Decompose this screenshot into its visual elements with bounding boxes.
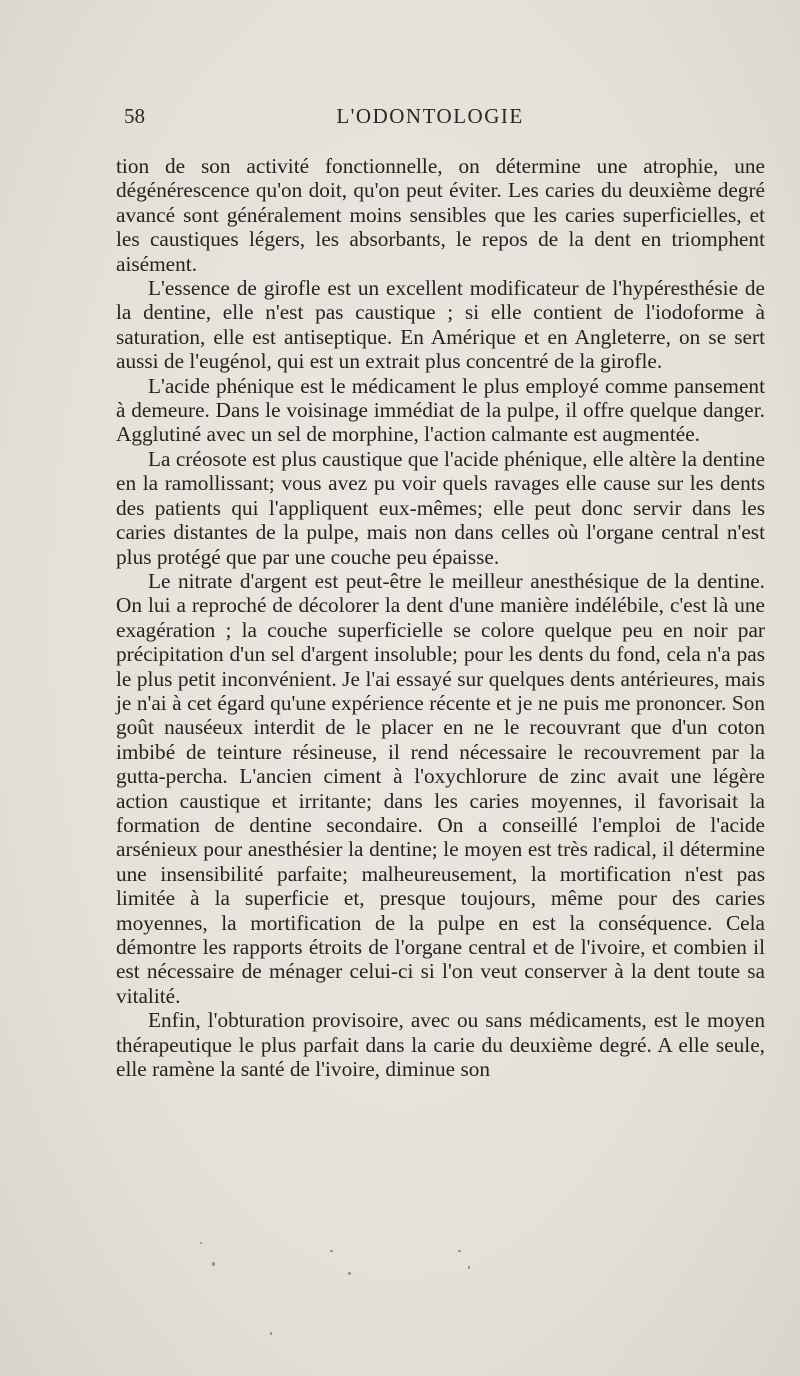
paragraph-girofle: L'essence de girofle est un excellent modificateur de l'hypéresthésie de la dentine, elle n'est pas caustique ; si elle contient de l'iodoforme à saturation, elle est antiseptique. En Amérique et en Angleterre, on se sert aussi de l'eugénol, qui est un extrait plus concentré de la girofle.: [116, 276, 765, 374]
paragraph-atrophie: tion de son activité fonctionnelle, on détermine une atrophie, une dégénérescence qu'on doit, qu'on peut éviter. Les caries du deuxième degré avancé sont généralement moins sensibles que les caries superficielles, et les caustiques légers, les absorbants, le repos de la dent en triomphent aisément.: [116, 154, 765, 276]
speck: [212, 1262, 215, 1266]
speck: [270, 1332, 272, 1335]
speck: [200, 1242, 202, 1244]
speck: [468, 1266, 470, 1269]
paragraph-nitrate-argent: Le nitrate d'argent est peut-être le meilleur anesthésique de la dentine. On lui a reproché de décolorer la dent d'une manière indélébile, c'est là une exagération ; la couche superficielle se colore quelque peu en noir par précipitation d'un sel d'argent insoluble; pour les dents du fond, cela n'a pas le plus petit inconvénient. Je l'ai essayé sur quelques dents antérieures, mais je n'ai à cet égard qu'une expérience récente et je ne puis me prononcer. Son goût nauséeux interdit de le placer en ne le recouvrant que d'un coton imbibé de teinture résineuse, il rend nécessaire le recouvrement par la gutta-percha. L'ancien ciment à l'oxychlorure de zinc avait une légère action caustique et irritante; dans les caries moyennes, il favorisait la formation de dentine secondaire. On a conseillé l'emploi de l'acide arsénieux pour anesthésier la dentine; le moyen est très radical, il détermine une insensibilité parfaite; malheureusement, la mortification n'est pas limitée à la superficie et, presque toujours, même pour des caries moyennes, la mortification de la pulpe en est la conséquence. Cela démontre les rapports étroits de l'organe central et de l'ivoire, et combien il est nécessaire de ménager celui-ci si l'on veut conserver à la dent toute sa vitalité.: [116, 568, 765, 1008]
paragraph-creosote: La créosote est plus caustique que l'acide phénique, elle altère la dentine en la ramollissant; vous avez pu voir quels ravages elle cause sur les dents des patients qui l'appliquent eux-mêmes; elle peut donc servir dans les caries distantes de la pulpe, mais non dans celles où l'organe central n'est plus protégé que par une couche peu épaisse.: [116, 446, 765, 569]
speck: [458, 1250, 461, 1252]
speck: [330, 1250, 333, 1252]
speck: [348, 1272, 351, 1275]
body-text: [116, 154, 765, 1081]
paragraph-acide-phenique: L'acide phénique est le médicament le plus employé comme pansement à demeure. Dans le voisinage immédiat de la pulpe, il offre quelque danger. Agglutiné avec un sel de morphine, l'action calmante est augmentée.: [116, 373, 765, 447]
page-number: 58: [124, 104, 145, 128]
paragraph-obturation: Enfin, l'obturation provisoire, avec ou sans médicaments, est le moyen thérapeutique le plus parfait dans la carie du deuxième degré. A elle seule, elle ramène la santé de l'ivoire, diminue son: [116, 1008, 765, 1082]
running-title: L'ODONTOLOGIE: [336, 104, 524, 128]
